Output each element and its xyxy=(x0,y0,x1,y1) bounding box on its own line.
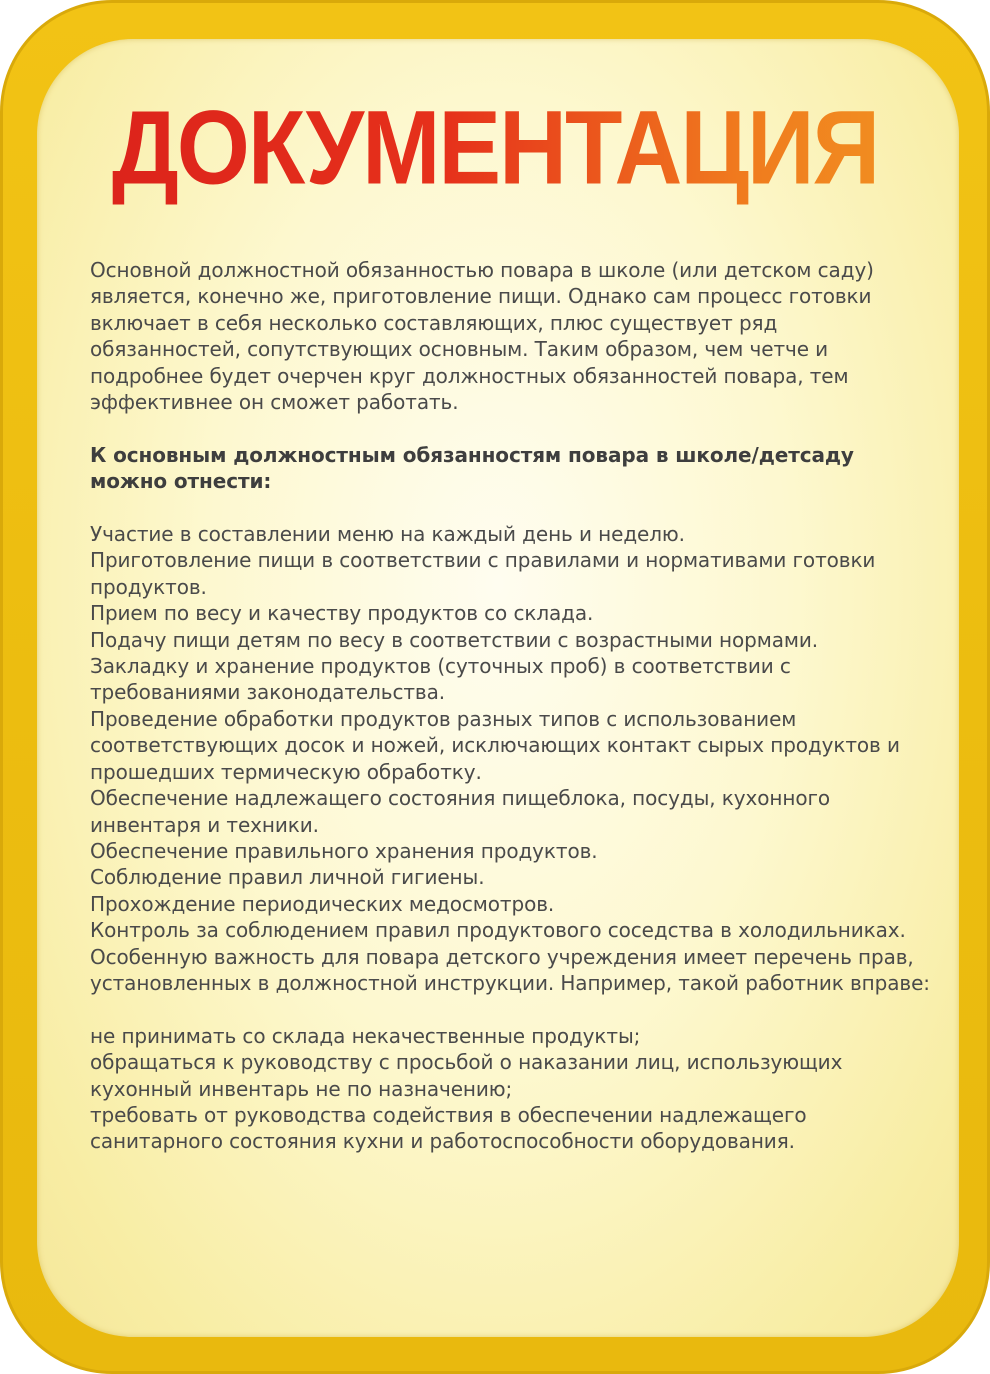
duty-item: Прием по весу и качеству продуктов со склада. xyxy=(90,601,594,626)
duty-item: Закладку и хранение продуктов (суточных проб) в соответствии с требованиями законодательства. xyxy=(90,654,791,705)
document-body xyxy=(90,257,930,1155)
spacer xyxy=(90,495,930,521)
rights-item: не принимать со склада некачественные продукты; xyxy=(90,1023,641,1048)
duty-item: Участие в составлении меню на каждый день и неделю. xyxy=(90,522,685,547)
duty-item: Приготовление пищи в соответствии с правилами и нормативами готовки продуктов. xyxy=(90,548,876,599)
duties-heading: К основным должностным обязанностям повара в школе/детсаду можно отнести: xyxy=(90,442,854,494)
duty-item: Проведение обработки продуктов разных типов с использованием соответствующих досок и ножей, исключающих контакт сырых продуктов и прошедших термическую обработку. xyxy=(90,706,900,784)
duty-item: Контроль за соблюдением правил продуктового соседства в холодильниках. xyxy=(90,918,906,943)
duty-item: Подачу пищи детям по весу в соответствии с возрастными нормами. xyxy=(90,627,819,652)
duty-item: Обеспечение правильного хранения продуктов. xyxy=(90,838,598,863)
duty-item: Соблюдение правил личной гигиены. xyxy=(90,865,485,890)
duty-item: Обеспечение надлежащего состояния пищеблока, посуды, кухонного инвентаря и техники. xyxy=(90,786,831,837)
intro-paragraph: Основной должностной обязанностью повара в школе (или детском саду) является, конечно же, приготовление пищи. Однако сам процесс готовки включает в себя несколько составляющих, плюс существует ряд обязанностей, сопутствующих основным. Таким образом, чем четче и подробнее будет очерчен круг должностных обязанностей повара, тем эффективнее он сможет работать. xyxy=(90,258,874,415)
rights-intro: Особенную важность для повара детского учреждения имеет перечень прав, установленных в должностной инструкции. Например, такой работник вправе: xyxy=(90,944,930,995)
poster-title: ДОКУМЕНТАЦИЯ xyxy=(0,86,990,209)
rights-item: требовать от руководства содействия в обеспечении надлежащего санитарного состояния кухни и работоспособности оборудования. xyxy=(90,1102,807,1154)
rights-item: обращаться к руководству с просьбой о наказании лиц, использующих кухонный инвентарь не по назначению; xyxy=(90,1050,843,1101)
spacer xyxy=(90,415,930,441)
duty-item: Прохождение периодических медосмотров. xyxy=(90,891,555,916)
spacer xyxy=(90,996,930,1022)
